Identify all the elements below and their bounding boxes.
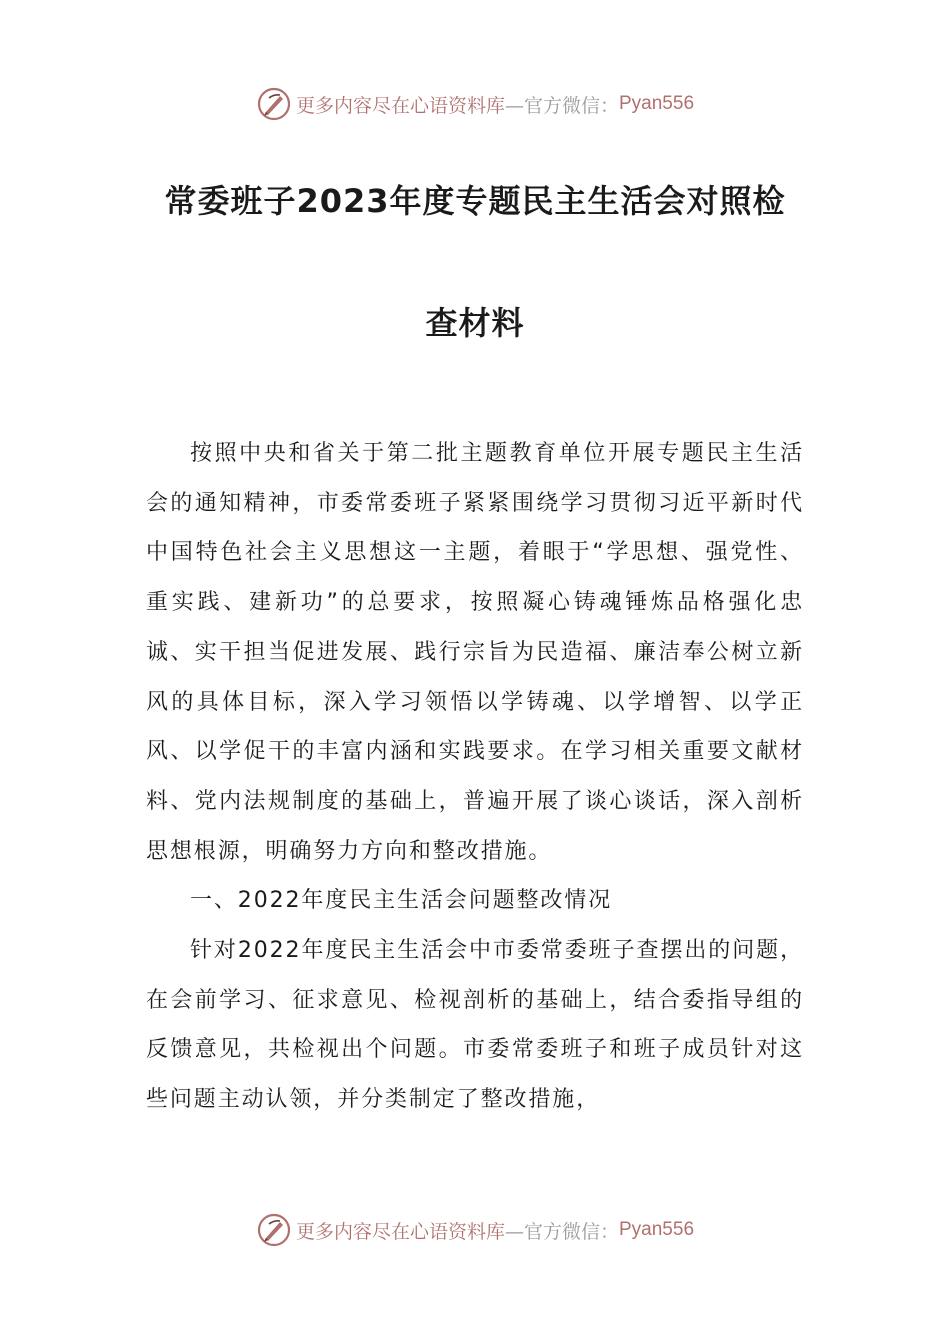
paragraph-section-1: 针对2022年度民主生活会中市委常委班子查摆出的问题，在会前学习、征求意见、检视剖析的基础上，结合委指导组的反馈意见，共检视出个问题。市委常委班子和班子成员针对这些问题主动认领，并分类制定了整改措施， (146, 938, 804, 1113)
watermark-header (0, 84, 950, 124)
watermark-footer (0, 1210, 950, 1250)
watermark-main-text: 更多内容尽在心语资料库 (295, 1220, 505, 1243)
watermark-main-text: 更多内容尽在心语资料库 (295, 94, 505, 117)
watermark-wechat-id: Pyan556 (619, 1219, 695, 1240)
document-body (146, 429, 804, 1125)
paragraph-intro: 按照中央和省关于第二批主题教育单位开展专题民主生活会的通知精神，市委常委班子紧紧围绕学习贯彻习近平新时代中国特色社会主义思想这一主题，着眼于“学思想、强党性、重实践、建新功”的总要求，按照凝心铸魂锤炼品格强化忠诚、实干担当促进发展、践行宗旨为民造福、廉洁奉公树立新风的具体目标，深入学习领悟以学铸魂、以学增智、以学正风、以学促干的丰富内涵和实践要求。在学习相关重要文献材料、党内法规制度的基础上，普遍开展了谈心谈话，深入剖析思想根源，明确努力方向和整改措施。 (146, 441, 804, 864)
watermark-sub-text: —官方微信： (504, 1220, 619, 1243)
section-heading-1: 一、2022年度民主生活会问题整改情况 (190, 888, 613, 914)
watermark-sub-text: —官方微信： (504, 94, 619, 117)
document-title-line2: 查材料 (425, 304, 525, 342)
document-title-line1: 常委班子2023年度专题民主生活会对照检 (164, 182, 786, 220)
pen-logo-icon (256, 86, 292, 122)
pen-logo-icon (256, 1212, 292, 1248)
watermark-wechat-id: Pyan556 (619, 93, 695, 114)
